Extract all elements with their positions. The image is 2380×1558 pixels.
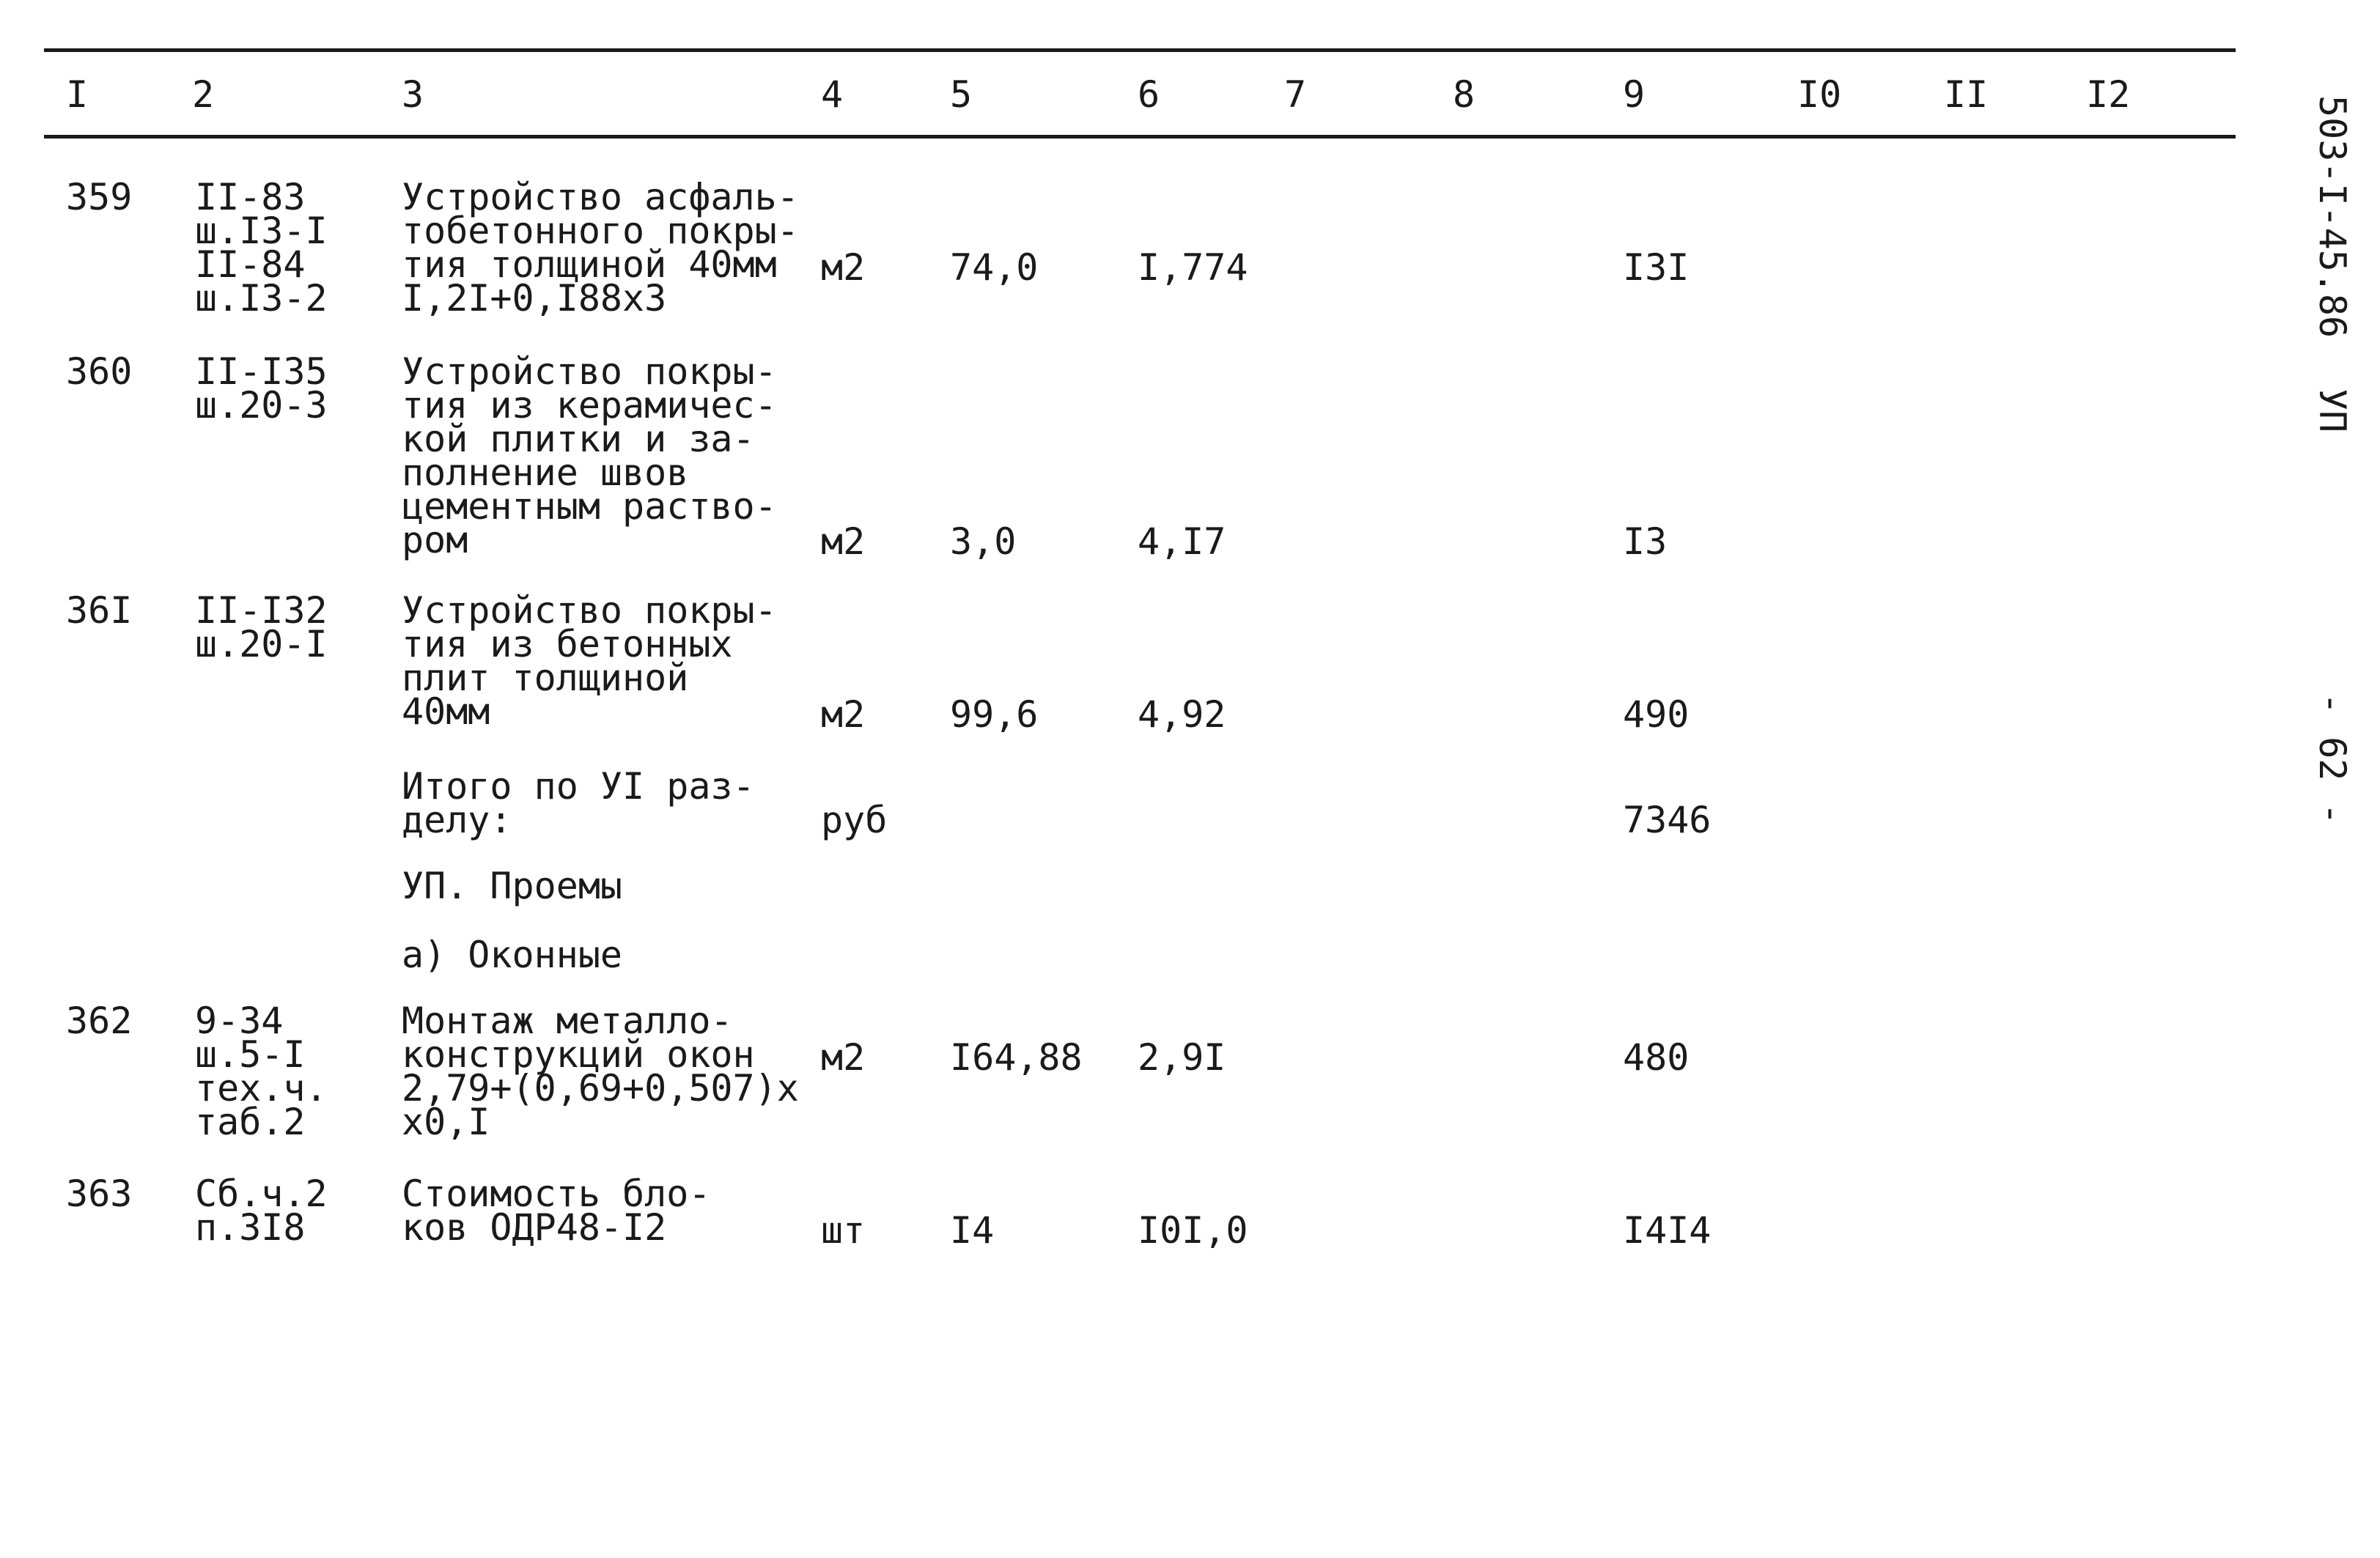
col-header-1: I (66, 73, 89, 116)
row-number: 363 (66, 1173, 133, 1215)
desc-line: Устройство покры- (402, 350, 777, 393)
col-header-2: 2 (192, 73, 215, 116)
subsection-heading: а) Оконные (402, 934, 623, 976)
row-number: 362 (66, 1000, 133, 1042)
col-header-12: I2 (2086, 73, 2131, 116)
desc-line: тия из бетонных (402, 623, 733, 665)
col-header-5: 5 (950, 73, 973, 116)
unit-cell: шт (821, 1209, 866, 1252)
desc-line: Стоимость бло- (402, 1173, 711, 1215)
ref-line: II-I32 (195, 589, 328, 632)
ref-line: ш.5-I (195, 1033, 306, 1076)
price-cell: 4,I7 (1138, 520, 1226, 563)
total-cell: I4I4 (1623, 1209, 1712, 1252)
col-header-4: 4 (821, 73, 844, 116)
unit-cell: м2 (821, 520, 866, 563)
ref-line: тех.ч. (195, 1067, 328, 1110)
ref-line: Сб.ч.2 (195, 1173, 328, 1215)
qty-cell: 74,0 (950, 246, 1039, 289)
unit-cell: м2 (821, 1036, 866, 1079)
total-cell: 490 (1623, 693, 1690, 736)
desc-line: плит толщиной (402, 657, 689, 699)
desc-line: I,2I+0,I88x3 (402, 277, 667, 320)
side-section: УП (2311, 388, 2354, 433)
row-number: 359 (66, 176, 133, 218)
qty-cell: 3,0 (950, 520, 1017, 563)
price-cell: I,774 (1138, 246, 1248, 289)
desc-line: 2,79+(0,69+0,507)x (402, 1067, 799, 1110)
subtotal-label: делу: (402, 799, 512, 841)
total-cell: I3I (1623, 246, 1690, 289)
ref-line: 9-34 (195, 1000, 284, 1042)
ref-line: таб.2 (195, 1101, 306, 1143)
ref-line: ш.I3-I (195, 210, 328, 252)
qty-cell: I64,88 (950, 1036, 1083, 1079)
unit-cell: м2 (821, 693, 866, 736)
subtotal-unit: руб (821, 799, 888, 841)
col-header-8: 8 (1453, 73, 1475, 116)
section-heading: УП. Проемы (402, 865, 623, 907)
col-header-11: II (1944, 73, 1989, 116)
row-number: 360 (66, 350, 133, 393)
row-number: 36I (66, 589, 133, 632)
desc-line: ков ОДР48-I2 (402, 1206, 667, 1249)
desc-line: конструкций окон (402, 1033, 755, 1076)
total-cell: 480 (1623, 1036, 1690, 1079)
ref-line: II-84 (195, 243, 306, 286)
desc-line: цементным раство- (402, 485, 777, 528)
col-header-10: I0 (1797, 73, 1842, 116)
qty-cell: I4 (950, 1209, 995, 1252)
header-rule (44, 135, 2236, 139)
col-header-7: 7 (1284, 73, 1307, 116)
price-cell: 4,92 (1138, 693, 1226, 736)
ref-line: II-83 (195, 176, 306, 218)
price-cell: 2,9I (1138, 1036, 1226, 1079)
desc-line: Монтаж металло- (402, 1000, 733, 1042)
desc-line: тия толщиной 40мм (402, 243, 777, 286)
top-rule (44, 48, 2236, 52)
ref-line: ш.I3-2 (195, 277, 328, 320)
desc-line: ром (402, 519, 468, 561)
price-cell: I0I,0 (1138, 1209, 1248, 1252)
col-header-6: 6 (1138, 73, 1160, 116)
ref-line: II-I35 (195, 350, 328, 393)
total-cell: I3 (1623, 520, 1668, 563)
desc-line: 40мм (402, 690, 490, 733)
desc-line: Устройство покры- (402, 589, 777, 632)
ref-line: ш.20-3 (195, 384, 328, 427)
subtotal-label: Итого по УI раз- (402, 765, 755, 808)
desc-line: кой плитки и за- (402, 418, 755, 460)
col-header-9: 9 (1623, 73, 1646, 116)
side-doc-code: 503-I-45.86 (2311, 95, 2354, 339)
col-header-3: 3 (402, 73, 424, 116)
desc-line: полнение швов (402, 451, 689, 494)
ref-line: п.3I8 (195, 1206, 306, 1249)
ref-line: ш.20-I (195, 623, 328, 665)
qty-cell: 99,6 (950, 693, 1039, 736)
desc-line: тобетонного покры- (402, 210, 799, 252)
subtotal-total: 7346 (1623, 799, 1712, 841)
desc-line: x0,I (402, 1101, 490, 1143)
desc-line: тия из керамичес- (402, 384, 777, 427)
desc-line: Устройство асфаль- (402, 176, 799, 218)
unit-cell: м2 (821, 246, 866, 289)
side-page-number: - 62 - (2311, 693, 2354, 825)
